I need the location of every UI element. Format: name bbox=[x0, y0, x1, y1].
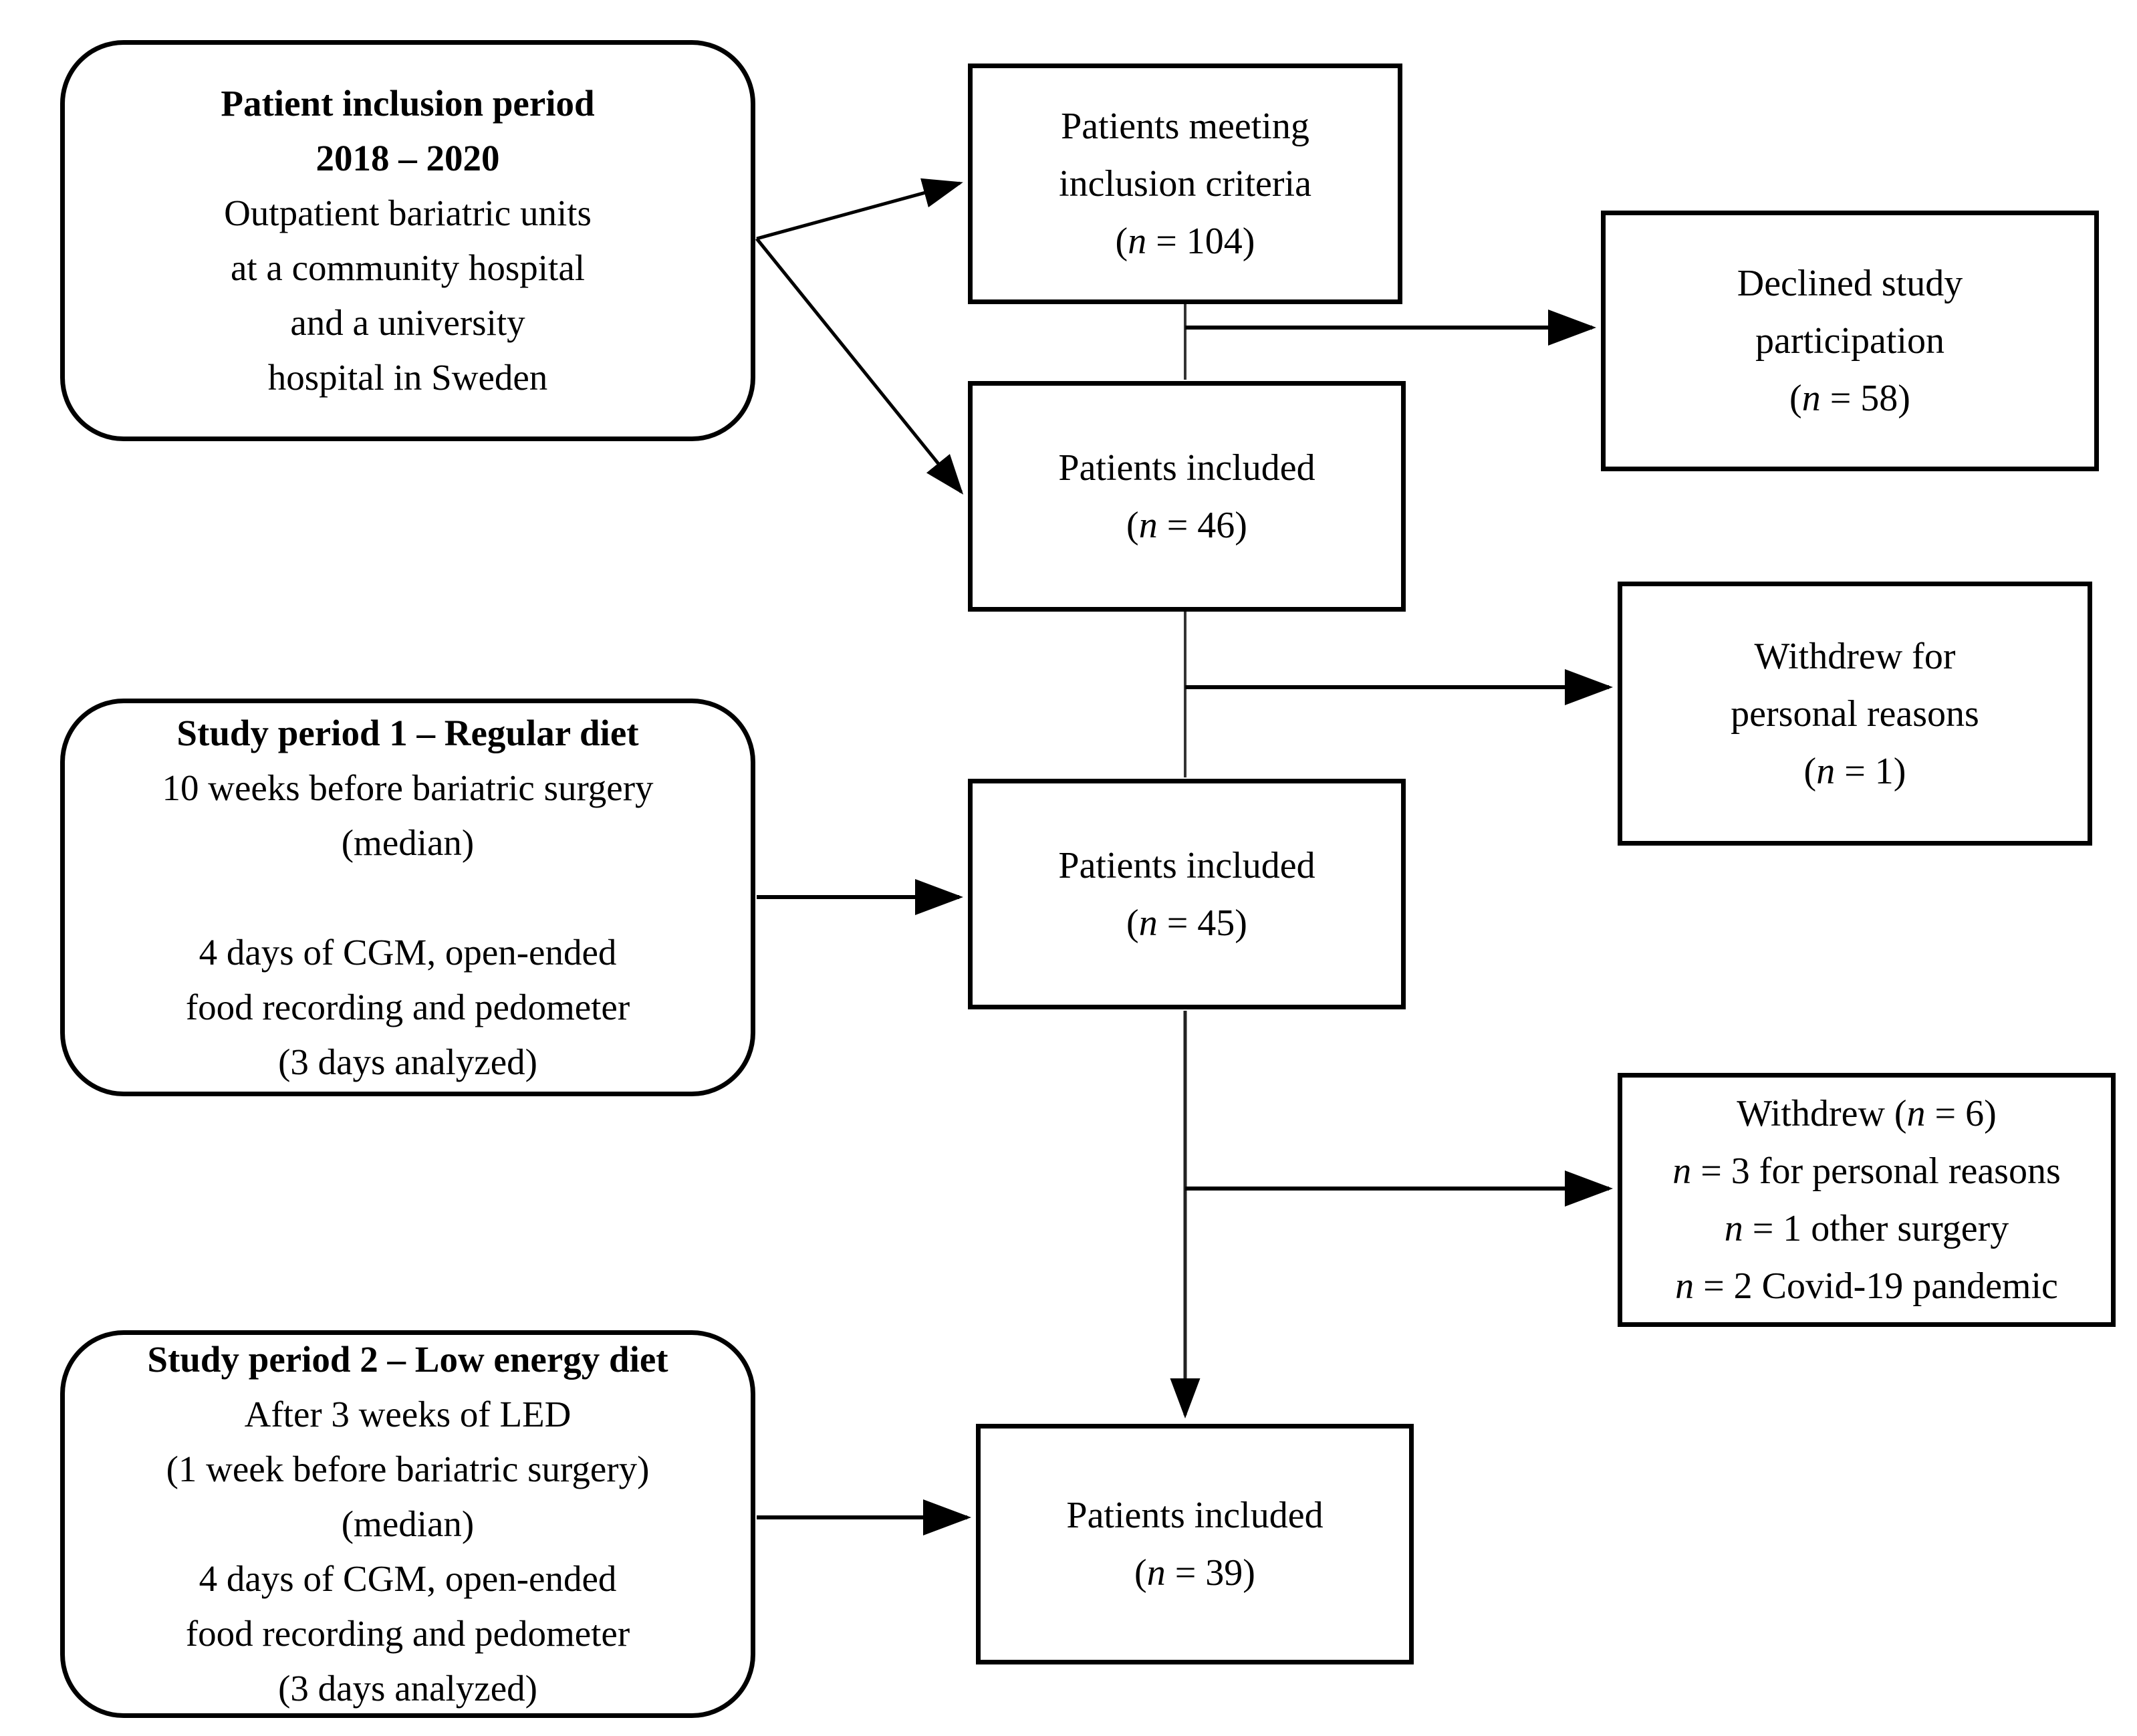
box-text-line: Patients meeting bbox=[1061, 106, 1309, 147]
box-text-line: Patients included bbox=[1058, 844, 1315, 886]
box-text-line: food recording and pedometer bbox=[185, 1613, 630, 1654]
box-text-line: Patients included bbox=[1066, 1495, 1324, 1536]
box-study-period-1 bbox=[60, 699, 755, 1096]
box-text-line: After 3 weeks of LED bbox=[244, 1394, 572, 1435]
box-text-line: (median) bbox=[341, 1503, 475, 1544]
box-title-line: Study period 1 – Regular diet bbox=[176, 712, 639, 753]
box-title-line: Study period 2 – Low energy diet bbox=[147, 1339, 668, 1380]
n-count-line: Withdrew (n = 6) bbox=[1737, 1093, 1997, 1134]
n-count-line: n = 1 other surgery bbox=[1724, 1208, 2009, 1249]
box-patient-inclusion-period bbox=[60, 40, 755, 441]
box-patients-included-45 bbox=[968, 779, 1406, 1009]
n-count-line: (n = 45) bbox=[1126, 902, 1247, 944]
box-text-line: food recording and pedometer bbox=[185, 986, 630, 1027]
box-withdrew-personal-reasons bbox=[1618, 582, 2092, 846]
n-count-line: (n = 58) bbox=[1789, 378, 1910, 419]
n-count-line: (n = 1) bbox=[1803, 750, 1906, 792]
n-count-line: (n = 46) bbox=[1126, 504, 1247, 546]
box-text-line: (3 days analyzed) bbox=[278, 1668, 537, 1709]
box-patients-meeting-criteria bbox=[968, 64, 1402, 304]
box-title-line: Patient inclusion period bbox=[221, 83, 595, 124]
box-text-line: participation bbox=[1755, 320, 1944, 362]
box-text-line: 4 days of CGM, open-ended bbox=[199, 1558, 617, 1599]
box-text-line: personal reasons bbox=[1731, 693, 1979, 735]
n-count-line: n = 2 Covid-19 pandemic bbox=[1675, 1265, 2058, 1307]
box-text-line: Patients included bbox=[1058, 447, 1315, 489]
n-count-line: (n = 104) bbox=[1115, 221, 1255, 262]
box-text-line: and a university bbox=[290, 302, 525, 343]
box-text-line: inclusion criteria bbox=[1059, 163, 1311, 205]
box-declined-participation bbox=[1601, 211, 2099, 471]
box-text-line: 10 weeks before bariatric surgery bbox=[162, 767, 654, 808]
box-text-line: (1 week before bariatric surgery) bbox=[166, 1449, 650, 1489]
connector-inclusion-to-included46 bbox=[757, 239, 961, 492]
connector-inclusion-to-meeting bbox=[757, 183, 960, 239]
box-text-line: Outpatient bariatric units bbox=[224, 193, 592, 233]
box-patients-included-46 bbox=[968, 381, 1406, 612]
n-count-line: (n = 39) bbox=[1134, 1552, 1255, 1594]
box-withdrew-6 bbox=[1618, 1073, 2116, 1327]
box-text-line: 4 days of CGM, open-ended bbox=[199, 931, 617, 973]
box-text-line: Declined study bbox=[1737, 263, 1963, 304]
box-patients-included-39 bbox=[976, 1424, 1414, 1664]
box-text-line: Withdrew for bbox=[1754, 635, 1956, 677]
box-text-line: at a community hospital bbox=[230, 247, 586, 288]
box-study-period-2 bbox=[60, 1330, 755, 1718]
box-text-line: (median) bbox=[341, 822, 475, 863]
box-text-line: hospital in Sweden bbox=[267, 357, 548, 398]
n-count-line: n = 3 for personal reasons bbox=[1672, 1150, 2061, 1192]
box-text-line: (3 days analyzed) bbox=[278, 1041, 537, 1082]
box-title-line: 2018 – 2020 bbox=[316, 138, 500, 178]
